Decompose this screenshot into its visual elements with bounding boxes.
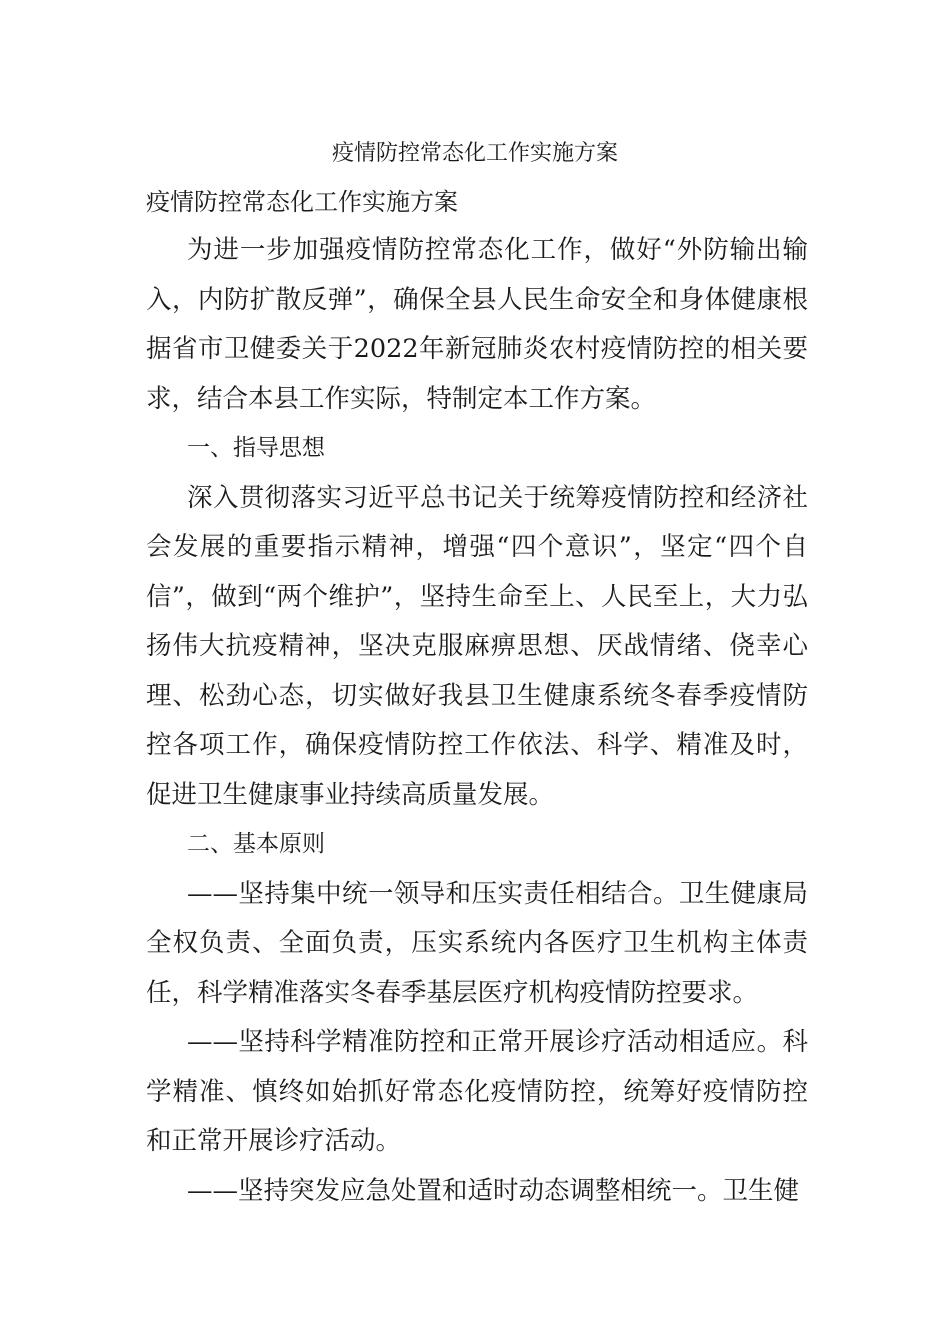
intro-paragraph: 为进一步加强疫情防控常态化工作，做好“外防输出输入，内防扩散反弹”，确保全县人民生命安全和身体健康根据省市卫健委关于2022年新冠肺炎农村疫情防控的相关要求，结合本县工作实际，特制定本工作方案。 [146, 235, 808, 414]
principle-paragraph-1: ——坚持集中统一领导和压实责任相结合。卫生健康局全权负责、全面负责，压实系统内各医疗卫生机构主体责任，科学精准落实冬春季基层医疗机构疫情防控要求。 [146, 878, 808, 1008]
guiding-ideology-paragraph: 深入贯彻落实习近平总书记关于统筹疫情防控和经济社会发展的重要指示精神，增强“四个意识”，坚定“四个自信”，做到“两个维护”，坚持生命至上、人民至上，大力弘扬伟大抗疫精神，坚决克服麻痹思想、厌战情绪、侥幸心理、松劲心态，切实做好我县卫生健康系统冬春季疫情防控各项工作，确保疫情防控工作依法、科学、精准及时，促进卫生健康事业持续高质量发展。 [146, 482, 808, 810]
principle-paragraph-2: ——坚持科学精准防控和正常开展诊疗活动相适应。科学精准、慎终如始抓好常态化疫情防控，统筹好疫情防控和正常开展诊疗活动。 [146, 1027, 808, 1156]
document-subtitle: 疫情防控常态化工作实施方案 [146, 188, 458, 216]
section-heading-guiding-ideology: 一、指导思想 [187, 435, 325, 461]
document-title: 疫情防控常态化工作实施方案 [331, 141, 618, 166]
section-heading-basic-principles: 二、基本原则 [187, 831, 325, 857]
document-body [146, 226, 808, 1216]
principle-paragraph-3: ——坚持突发应急处置和适时动态调整相统一。卫生健 [187, 1175, 800, 1206]
